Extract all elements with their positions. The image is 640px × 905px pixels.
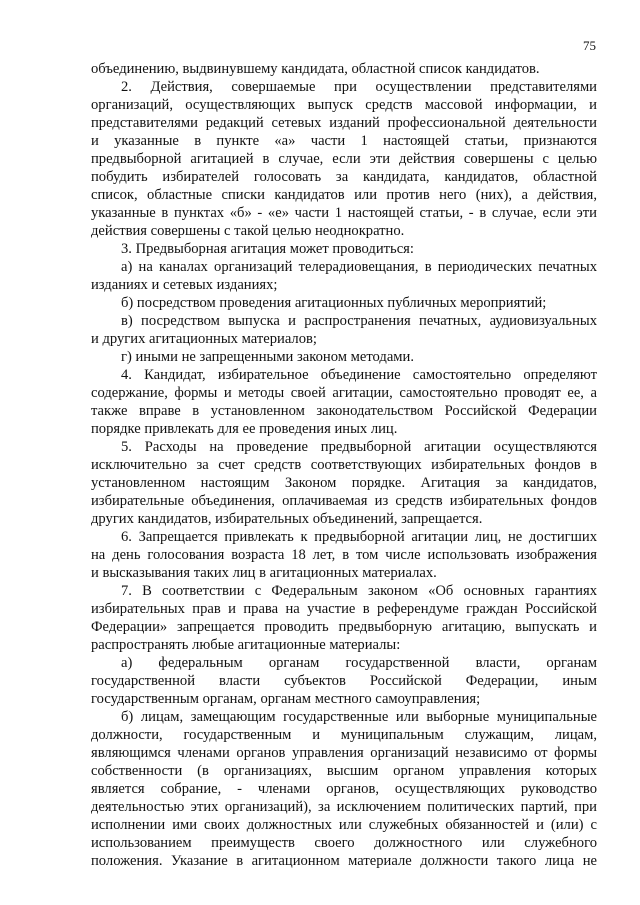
text-line: государственным органам, органам местного самоуправления;: [91, 691, 481, 707]
text-line: представителями редакций сетевых изданий профессиональной деятельности: [91, 115, 597, 131]
text-line: в) посредством выпуска и распространения печатных, аудиовизуальных: [121, 313, 597, 329]
text-line: а) на каналах организаций телерадиовещания, в периодических печатных: [121, 259, 597, 275]
text-line: положения. Указание в агитационном материале должности такого лица не: [91, 853, 597, 869]
text-line: объединению, выдвинувшему кандидата, областной список кандидатов.: [91, 61, 540, 77]
text-line: указанные в пунктах «б» - «е» части 1 настоящей статьи, - в случае, если эти: [91, 205, 597, 221]
text-line: 6. Запрещается привлекать к предвыборной агитации лиц, не достигших: [121, 529, 597, 545]
text-line: а) федеральным органам государственной власти, органам: [121, 655, 597, 671]
text-line: 4. Кандидат, избирательное объединение самостоятельно определяют: [121, 367, 597, 383]
text-line: 5. Расходы на проведение предвыборной агитации осуществляются: [121, 439, 597, 455]
text-line: на день голосования возраста 18 лет, в том числе использовать изображения: [91, 547, 597, 563]
text-line: избирательные объединения, оплачиваемая из средств избирательных фондов: [91, 493, 597, 509]
text-line: также вправе в установленном законодательством Российской Федерации: [91, 403, 597, 419]
text-line: государственной власти субъектов Российской Федерации, иным: [91, 673, 597, 689]
text-line: избирательных прав и права на участие в референдуме граждан Российской: [91, 601, 597, 617]
text-line: 2. Действия, совершаемые при осуществлении представителями: [121, 79, 597, 95]
text-line: и указанные в пункте «а» части 1 настоящей статьи, признаются: [91, 133, 597, 149]
text-line: исключительно за счет средств соответствующих избирательных фондов в: [91, 457, 597, 473]
text-line: список, областные списки кандидатов или против него (них), а действия,: [91, 187, 597, 203]
text-line: и высказывания таких лиц в агитационных материалах.: [91, 565, 437, 581]
text-line: организаций, осуществляющих выпуск средств массовой информации, и: [91, 97, 597, 113]
text-line: и других агитационных материалов;: [91, 331, 317, 347]
text-line: деятельностью этих организаций), за исключением политических партий, при: [91, 799, 597, 815]
text-line: б) посредством проведения агитационных публичных мероприятий;: [121, 295, 547, 311]
text-line: собственности (в организациях, высшим органом управления которых: [91, 763, 597, 779]
text-line: изданиях и сетевых изданиях;: [91, 277, 278, 293]
text-line: содержание, формы и методы своей агитации, самостоятельно проводят ее, а: [91, 385, 597, 401]
text-line: предвыборной агитацией в случае, если эти действия совершены с целью: [91, 151, 597, 167]
text-line: действия совершены с такой целью неоднократно.: [91, 223, 405, 239]
text-line: являющимся членами органов управления организаций независимо от формы: [91, 745, 597, 761]
text-line: установленном настоящим Законом порядке. Агитация за кандидатов,: [91, 475, 597, 491]
text-line: 3. Предвыборная агитация может проводиться:: [121, 241, 414, 257]
text-line: б) лицам, замещающим государственные или выборные муниципальные: [121, 709, 597, 725]
text-line: побудить избирателей голосовать за кандидата, кандидатов, областной: [91, 169, 597, 185]
text-line: распространять любые агитационные материалы:: [91, 637, 401, 653]
text-line: других кандидатов, избирательных объединений, запрещается.: [91, 511, 483, 527]
text-line: 7. В соответствии с Федеральным законом «Об основных гарантиях: [121, 583, 597, 599]
text-line: использованием преимуществ своего должностного или служебного: [91, 835, 597, 851]
text-line: является собрание, - членами органов, осуществляющих руководство: [91, 781, 597, 797]
document-body: [91, 60, 597, 870]
text-line: порядке привлекать для ее проведения иных лиц.: [91, 421, 398, 437]
text-line: Федерации» запрещается проводить предвыборную агитацию, выпускать и: [91, 619, 597, 635]
text-line: исполнении ими своих должностных или служебных обязанностей и (или) с: [91, 817, 597, 833]
text-line: г) иными не запрещенными законом методами.: [121, 349, 414, 365]
text-line: должности, государственным и муниципальным служащим, лицам,: [91, 727, 597, 743]
page-number: 75: [583, 38, 596, 53]
